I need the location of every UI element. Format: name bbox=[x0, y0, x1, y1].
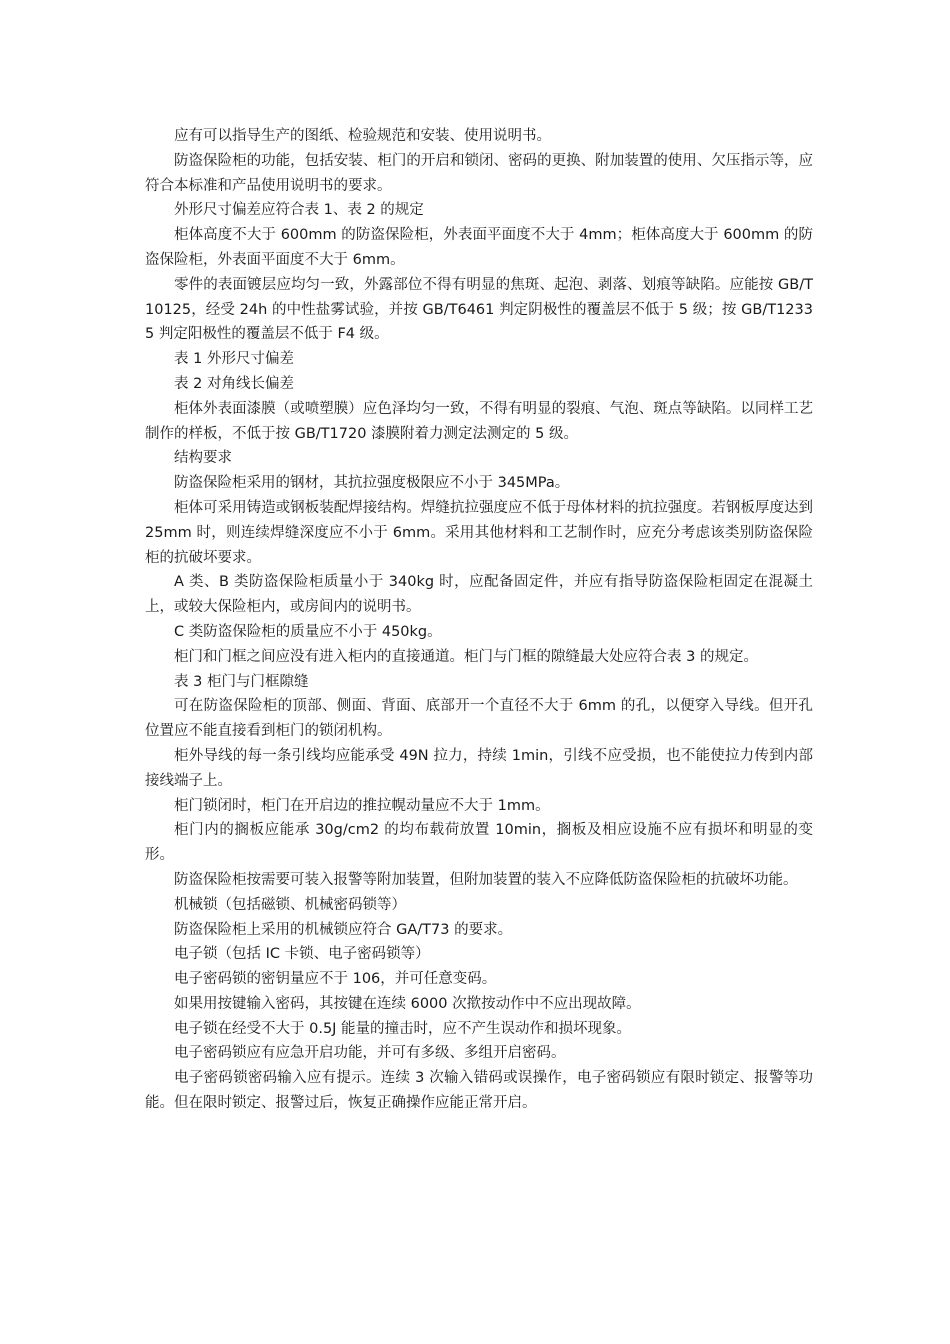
paragraph: 可在防盗保险柜的顶部、侧面、背面、底部开一个直径不大于 6mm 的孔，以便穿入导线。但开孔位置应不能直接看到柜门的锁闭机构。 bbox=[145, 698, 813, 740]
paragraph: 电子密码锁密码输入应有提示。连续 3 次输入错码或误操作，电子密码锁应有限时锁定、报警等功能。但在限时锁定、报警过后，恢复正确操作应能正常开启。 bbox=[145, 1070, 813, 1112]
paragraph: 柜门和门框之间应没有进入柜内的直接通道。柜门与门框的隙缝最大处应符合表 3 的规定。 bbox=[174, 648, 758, 665]
paragraph: 电子密码锁的密钥量应不于 106，并可任意变码。 bbox=[174, 971, 497, 988]
paragraph: 机械锁（包括磁锁、机械密码锁等） bbox=[174, 896, 406, 913]
paragraph: 柜门锁闭时，柜门在开启边的推拉幌动量应不大于 1mm。 bbox=[174, 797, 550, 814]
paragraph: C 类防盗保险柜的质量应不小于 450kg。 bbox=[174, 623, 442, 640]
paragraph: 表 3 柜门与门框隙缝 bbox=[174, 673, 309, 690]
paragraph: 防盗保险柜采用的钢材，其抗拉强度极限应不小于 345MPa。 bbox=[174, 475, 570, 492]
paragraph: 外形尺寸偏差应符合表 1、表 2 的规定 bbox=[174, 202, 424, 219]
paragraph: 电子锁在经受不大于 0.5J 能量的撞击时，应不产生误动作和损坏现象。 bbox=[174, 1020, 632, 1037]
paragraph: A 类、B 类防盗保险柜质量小于 340kg 时，应配备固定件，并应有指导防盗保险柜固定在混凝土上，或较大保险柜内，或房间内的说明书。 bbox=[145, 574, 813, 616]
paragraph: 柜外导线的每一条引线均应能承受 49N 拉力，持续 1min，引线不应受损，也不能使拉力传到内部接线端子上。 bbox=[145, 747, 813, 789]
paragraph: 柜体可采用铸造或钢板装配焊接结构。焊缝抗拉强度应不低于母体材料的抗拉强度。若钢板厚度达到 25mm 时，则连续焊缝深度应不小于 6mm。采用其他材料和工艺制作时，应充分考虑该类别防盗保险柜的抗破坏要求。 bbox=[145, 499, 813, 566]
paragraph: 应有可以指导生产的图纸、检验规范和安装、使用说明书。 bbox=[174, 128, 551, 144]
paragraph: 防盗保险柜的功能，包括安装、柜门的开启和锁闭、密码的更换、附加装置的使用、欠压指示等，应符合本标准和产品使用说明书的要求。 bbox=[145, 152, 813, 194]
paragraph: 防盗保险柜按需要可装入报警等附加装置，但附加装置的装入不应降低防盗保险柜的抗破坏功能。 bbox=[174, 871, 798, 888]
paragraph: 柜门内的搁板应能承 30g/cm2 的均布载荷放置 10min，搁板及相应设施不应有损坏和明显的变形。 bbox=[145, 822, 813, 864]
document-body bbox=[145, 124, 813, 1116]
paragraph: 柜体外表面漆膜（或喷塑膜）应色泽均匀一致，不得有明显的裂痕、气泡、斑点等缺陷。以同样工艺制作的样板，不低于按 GB/T1720 漆膜附着力测定法测定的 5 级。 bbox=[145, 400, 813, 442]
paragraph: 表 2 对角线长偏差 bbox=[174, 375, 294, 392]
paragraph: 电子锁（包括 IC 卡锁、电子密码锁等） bbox=[174, 946, 430, 963]
paragraph: 防盗保险柜上采用的机械锁应符合 GA/T73 的要求。 bbox=[174, 921, 513, 938]
paragraph: 结构要求 bbox=[174, 450, 232, 467]
paragraph: 柜体高度不大于 600mm 的防盗保险柜，外表面平面度不大于 4mm；柜体高度大于 600mm 的防盗保险柜，外表面平面度不大于 6mm。 bbox=[145, 227, 813, 268]
paragraph: 零件的表面镀层应均匀一致，外露部位不得有明显的焦斑、起泡、剥落、划痕等缺陷。应能按 GB/T10125，经受 24h 的中性盐雾试验，并按 GB/T6461 判定阴极性的覆盖层不低于 5 级；按 GB/T12335 判定阳极性的覆盖层不低于 F4 级。 bbox=[145, 276, 813, 343]
paragraph: 如果用按键输入密码，其按键在连续 6000 次揿按动作中不应出现故障。 bbox=[174, 995, 641, 1012]
paragraph: 表 1 外形尺寸偏差 bbox=[174, 351, 294, 368]
paragraph: 电子密码锁应有应急开启功能，并可有多级、多组开启密码。 bbox=[174, 1045, 566, 1062]
